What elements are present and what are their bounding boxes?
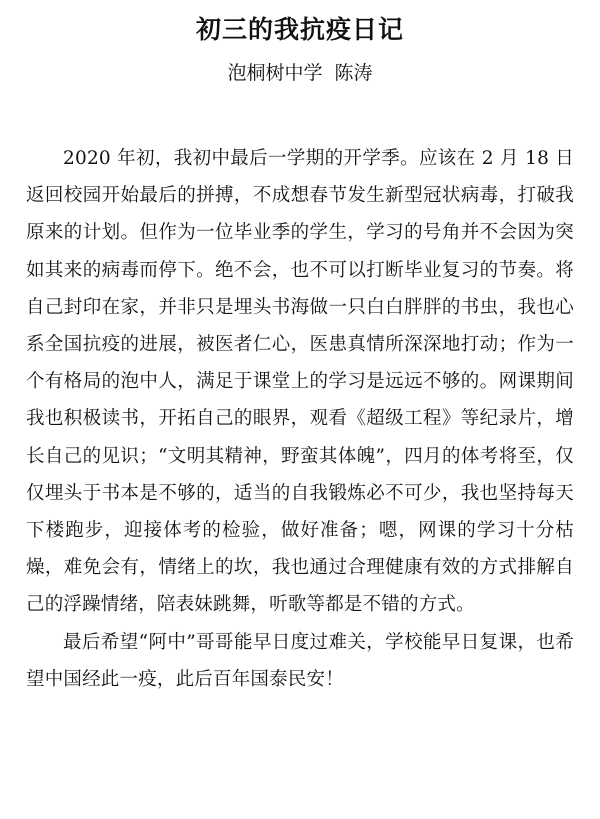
document-body [26, 140, 574, 698]
paragraph-1: 2020 年初，我初中最后一学期的开学季。应该在 2 月 18 日返回校园开始最后的拼搏，不成想春节发生新型冠状病毒，打破我原来的计划。但作为一位毕业季的学生，学习的号角并不会因为突如其来的病毒而停下。绝不会，也不可以打断毕业复习的节奏。将自己封印在家，并非只是埋头书海做一只白白胖胖的书虫，我也心系全国抗疫的进展，被医者仁心，医患真情所深深地打动；作为一个有格局的泡中人，满足于课堂上的学习是远远不够的。网课期间我也积极读书，开拓自己的眼界，观看《超级工程》等纪录片，增长自己的见识；“文明其精神，野蛮其体魄”，四月的体考将至，仅仅埋头于书本是不够的，适当的自我锻炼必不可少，我也坚持每天下楼跑步，迎接体考的检验，做好准备；嗯，网课的学习十分枯燥，难免会有，情绪上的坎，我也通过合理健康有效的方式排解自己的浮躁情绪，陪表妹跳舞，听歌等都是不错的方式。 [26, 148, 574, 616]
author-byline: 泡桐树中学 陈涛 [227, 62, 373, 84]
paragraph-2: 最后希望“阿中”哥哥能早日度过难关，学校能早日复课，也希望中国经此一疫，此后百年国泰民安！ [26, 631, 574, 690]
document-title: 初三的我抗疫日记 [195, 15, 404, 44]
